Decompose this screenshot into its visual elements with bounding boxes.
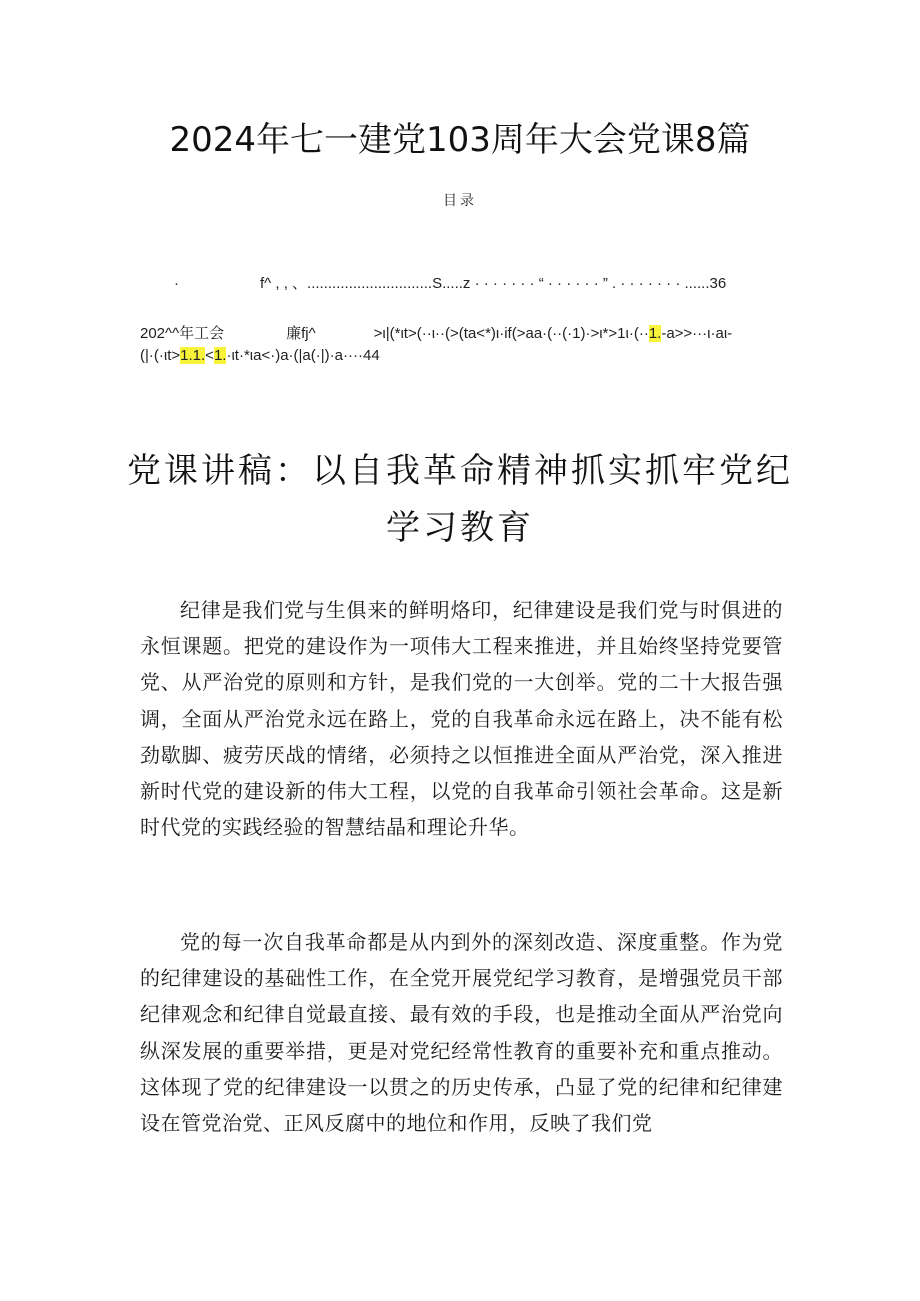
toc-entry-2-part1: 202^^年工会 bbox=[140, 325, 225, 342]
toc-entry-2[interactable] bbox=[140, 322, 732, 343]
toc-entry-1-lead: · bbox=[174, 275, 179, 292]
toc-entry-3-part2: < bbox=[205, 347, 214, 364]
toc-entry-2-part3: >ι|(*ιt>(··ι··(>(ta<*)ι·if(>aa·(··(·1)·>ι*>1ι·(·· bbox=[373, 325, 649, 342]
toc-entry-3-part1: (|·(·ιt> bbox=[140, 347, 181, 364]
toc-entry-2-part2: 廉fj^ bbox=[286, 325, 316, 342]
toc-entry-2-continued[interactable] bbox=[140, 347, 380, 364]
body-paragraph-2: 党的每一次自我革命都是从内到外的深刻改造、深度重整。作为党的纪律建设的基础性工作，在全党开展党纪学习教育，是增强党员干部纪律观念和纪律自觉最直接、最有效的手段，也是推动全面从严治党向纵深发展的重要举措，更是对党纪经常性教育的重要补充和重点推动。这体现了党的纪律建设一以贯之的历史传承，凸显了党的纪律和纪律建设在管党治党、正风反腐中的地位和作用，反映了我们党 bbox=[140, 930, 783, 1136]
toc-highlight: 1.1. bbox=[180, 347, 206, 364]
toc-entry-1[interactable] bbox=[174, 272, 726, 293]
toc-entry-2-part4: -a>>···ι·aι- bbox=[661, 325, 733, 342]
toc-entry-3-part3: ·ιt·*ιa<·)a·(|a(·|)·a····44 bbox=[226, 347, 380, 364]
toc-highlight: 1. bbox=[213, 347, 227, 364]
document-title: 2024年七一建党103周年大会党课8篇 bbox=[169, 120, 751, 160]
section-title-line-1: 党课讲稿：以自我革命精神抓实抓牢党纪 bbox=[127, 451, 793, 491]
toc-entry-1-text: f^ , , 、..............................S.....z · · · · · · · “ · · · · · · ” . · · · · · · · ......36 bbox=[260, 275, 727, 292]
toc-highlight: 1. bbox=[648, 325, 662, 342]
section-title-line-2: 学习教育 bbox=[386, 508, 534, 548]
body-paragraph-1: 纪律是我们党与生俱来的鲜明烙印，纪律建设是我们党与时俱进的永恒课题。把党的建设作为一项伟大工程来推进，并且始终坚持党要管党、从严治党的原则和方针，是我们党的一大创举。党的二十大报告强调，全面从严治党永远在路上，党的自我革命永远在路上，决不能有松劲歇脚、疲劳厌战的情绪，必须持之以恒推进全面从严治党，深入推进新时代党的建设新的伟大工程，以党的自我革命引领社会革命。这是新时代党的实践经验的智慧结晶和理论升华。 bbox=[140, 598, 783, 840]
toc-heading: 目录 bbox=[443, 193, 477, 209]
